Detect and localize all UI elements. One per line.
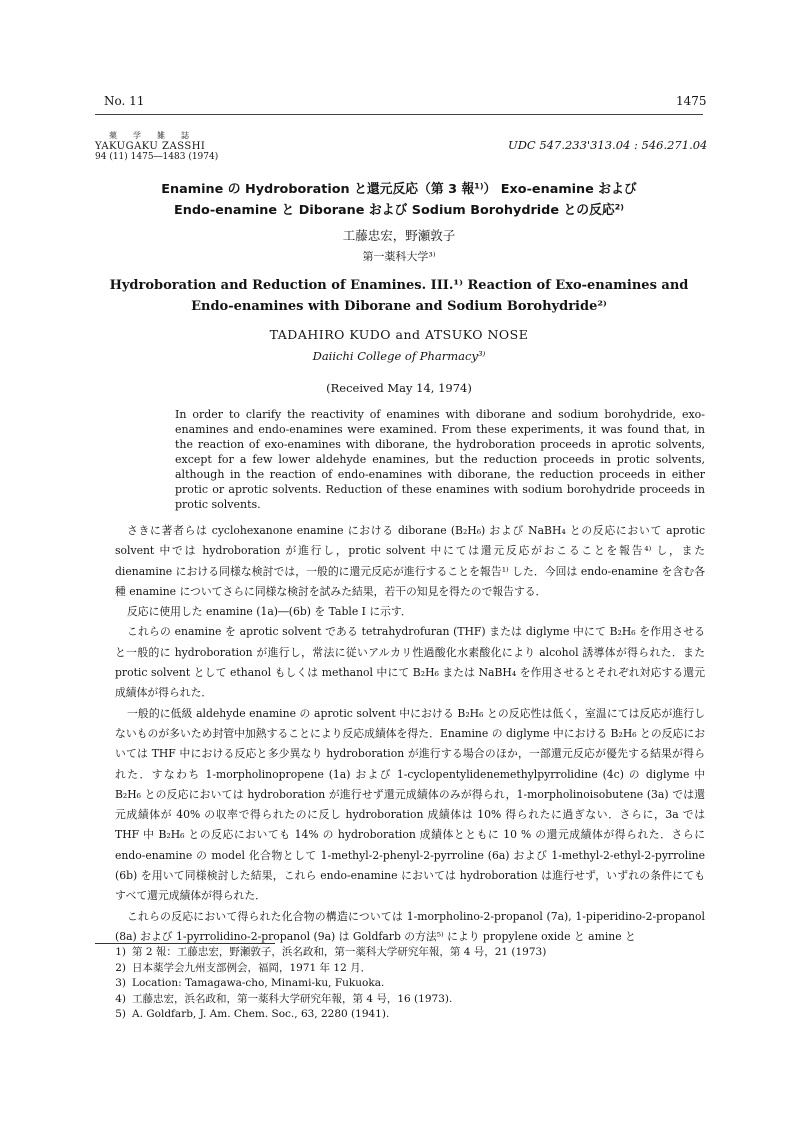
footnote <box>104 961 704 977</box>
body-paragraph: これらの enamine を aprotic solvent である tetrahydrofuran (THF) または diglyme 中にて B₂H₆ を作用させると一般的に hydroboration が進行し，常法に従いアルカリ性過酸化水素酸化により alcohol 誘導体が得られた．また protic solvent として ethanol もしくは methanol 中にて B₂H₆ または NaBH₄ を作用させるとそれぞれ対応する還元成績体が得られた． <box>115 625 705 700</box>
body-paragraph: これらの反応において得られた化合物の構造については 1-morpholino-2-propanol (7a), 1-piperidino-2-propanol (8a) および 1-pyrrolidino-2-propanol (9a) は Goldfarb の方法⁵⁾ により propylene oxide と amine と <box>115 909 705 943</box>
footnote <box>104 1007 704 1023</box>
footnote-text: Location: Tamagawa-cho, Minami-ku, Fukuoka. <box>132 977 385 989</box>
footnote-number: 5) <box>115 1008 126 1020</box>
title-ja-line1: Enamine の Hydroboration と還元反応（第 3 報¹⁾） Exo-enamine および <box>161 182 637 197</box>
body-paragraph: さきに著者らは cyclohexanone enamine における diborane (B₂H₆) および NaBH₄ との反応において aprotic solvent 中では hydroboration が進行し，protic solvent 中にては還元反応がおこることを報告⁴⁾ し，また dienamine における同様な検討では，一般的に還元反応が進行することを報告¹⁾ した．今回は endo-enamine を含む各種 enamine についてさらに同様な検討を試みた結果，若干の知見を得たので報告する． <box>115 524 705 598</box>
body-text <box>115 521 705 947</box>
footnote-text: 工藤忠宏，浜名政和，第一薬科大学研究年報，第 4 号，16 (1973). <box>132 992 453 1005</box>
footnote <box>104 992 704 1008</box>
footnote-text: 第 2 報：工藤忠宏，野瀬敦子，浜名政和，第一薬科大学研究年報，第 4 号，21 (1973) <box>132 946 547 958</box>
abstract <box>175 407 705 512</box>
footnotes <box>104 945 704 1023</box>
footnote-text: A. Goldfarb, J. Am. Chem. Soc., 63, 2280 (1941). <box>132 1008 390 1020</box>
footnote-text: 日本薬学会九州支部例会，福岡，1971 年 12 月． <box>132 961 372 974</box>
udc-code: UDC 547.233'313.04 : 546.271.04 <box>508 138 708 152</box>
body-paragraph: 一般的に低級 aldehyde enamine の aprotic solvent 中における B₂H₆ との反応性は低く，室温にては反応が進行しないものが多いため封管中加熱することにより反応成績体を得た．Enamine の diglyme 中における B₂H₆ との反応においては THF 中における反応と多少異なり hydroboration が進行する場合のほか，一部還元反応が優先する結果が得られた．すなわち 1-morpholinopropene (1a) および 1-cyclopentylidenemethylpyrrolidine (4c) の diglyme 中 B₂H₆ との反応においては hydroboration が進行せず還元成績体のみが得られ，1-morpholinoisobutene (3a) では還元成績体が 40% の収率で得られたのに反し hydroboration 成績体は 10% 得られたに過ぎない．さらに，3a では THF 中 B₂H₆ との反応においても 14% の hydroboration 成績体とともに 10 % の還元成績体が得られた．さらに endo-enamine の model 化合物として 1-methyl-2-phenyl-2-pyrroline (6a) および 1-methyl-2-ethyl-2-pyrroline (6b) を用いて同様検討した結果，これら endo-enamine においては hydroboration は進行せず，いずれの条件にてもすべて還元成績体が得られた． <box>115 706 705 903</box>
affiliation-ja: 第一薬科大学³⁾ <box>362 250 436 263</box>
footnote <box>104 945 704 961</box>
page-number: 1475 <box>676 94 707 108</box>
title-ja-line2: Endo-enamine と Diborane および Sodium Borohydride との反応²⁾ <box>174 203 624 218</box>
header-rule <box>95 114 703 115</box>
footnote-rule <box>95 943 275 944</box>
footnote-number: 1) <box>115 946 126 958</box>
title-en-line2: Endo-enamines with Diborane and Sodium Borohydride²⁾ <box>191 299 607 314</box>
footnote-number: 3) <box>115 977 126 989</box>
affiliation-en: Daiichi College of Pharmacy³⁾ <box>312 349 486 363</box>
footnote-number: 2) <box>115 961 126 974</box>
received-date: (Received May 14, 1974) <box>326 381 472 395</box>
footnote-number: 4) <box>115 992 126 1005</box>
journal-citation: 94 (11) 1475―1483 (1974) <box>95 152 219 162</box>
authors-ja: 工藤忠宏，野瀬敦子 <box>342 228 456 243</box>
abstract-text: In order to clarify the reactivity of enamines with diborane and sodium borohydride, exo-enamines and endo-enamines were examined. From these experiments, it was found that, in the reaction of exo-enamines with diborane, the hydroboration proceeds in aprotic solvents, except for a few lower aldehyde enamines, but the reduction proceeds in protic solvents, although in the reaction of endo-enamines with diborane, the reduction proceeds in either protic or aprotic solvents. Reduction of these enamines with sodium borohydride proceeds in protic solvents. <box>175 408 705 511</box>
title-en-line1: Hydroboration and Reduction of Enamines. III.¹⁾ Reaction of Exo-enamines and <box>109 278 689 293</box>
journal-box <box>95 130 223 163</box>
authors-en: TADAHIRO KUDO and ATSUKO NOSE <box>269 327 529 342</box>
footnote <box>104 976 704 992</box>
journal-kana: 薬学雑誌 <box>109 131 205 140</box>
journal-name: YAKUGAKU ZASSHI <box>95 141 206 152</box>
issue-number: No. 11 <box>104 94 145 108</box>
body-paragraph: 反応に使用した enamine (1a)―(6b) を Table I に示す． <box>127 605 412 619</box>
